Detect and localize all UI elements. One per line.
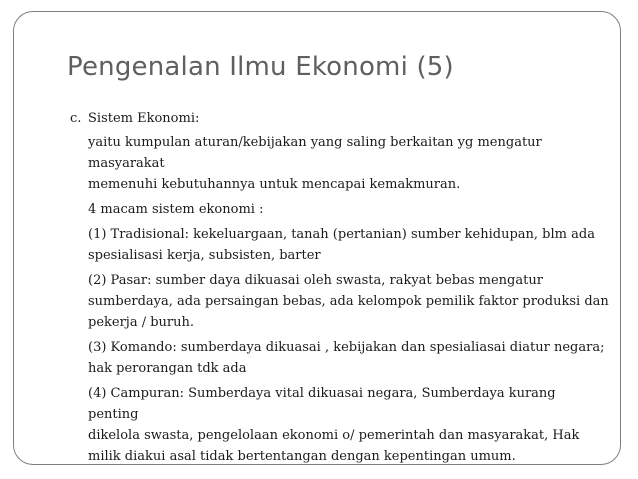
text-line: memenuhi kebutuhannya untuk mencapai kemakmuran. [88,177,461,192]
text-line: hak perorangan tdk ada [88,361,247,376]
text-line: (3) Komando: sumberdaya dikuasai , kebijakan dan spesialiasai diatur negara; [88,340,605,355]
system-item-traditional [88,224,610,266]
text-line: dikelola swasta, pengelolaan ekonomi o/ pemerintah dan masyarakat, Hak [88,428,580,443]
text-line: (4) Campuran: Sumberdaya vital dikuasai negara, Sumberdaya kurang penting [88,386,556,422]
text-line: (2) Pasar: sumber daya dikuasai oleh swasta, rakyat bebas mengatur [88,273,543,288]
slide-content [70,108,610,471]
text-line: (1) Tradisional: kekeluargaan, tanah (pertanian) sumber kehidupan, blm ada [88,227,595,242]
system-item-mixed [88,383,610,467]
text-line: 4 macam sistem ekonomi : [88,202,264,217]
section-heading [70,108,610,129]
systems-intro [88,199,610,220]
section-heading-text: Sistem Ekonomi: [88,111,200,126]
system-item-market [88,270,610,333]
definition-paragraph [88,132,610,195]
slide-title: Pengenalan Ilmu Ekonomi (5) [67,52,454,82]
text-line: pekerja / buruh. [88,315,195,330]
text-line: spesialisasi kerja, subsisten, barter [88,248,321,263]
system-item-command [88,337,610,379]
text-line: yaitu kumpulan aturan/kebijakan yang saling berkaitan yg mengatur masyarakat [88,135,542,171]
section-marker: c. [70,111,82,126]
text-line: milik diakui asal tidak bertentangan dengan kepentingan umum. [88,449,516,464]
text-line: sumberdaya, ada persaingan bebas, ada kelompok pemilik faktor produksi dan [88,294,609,309]
